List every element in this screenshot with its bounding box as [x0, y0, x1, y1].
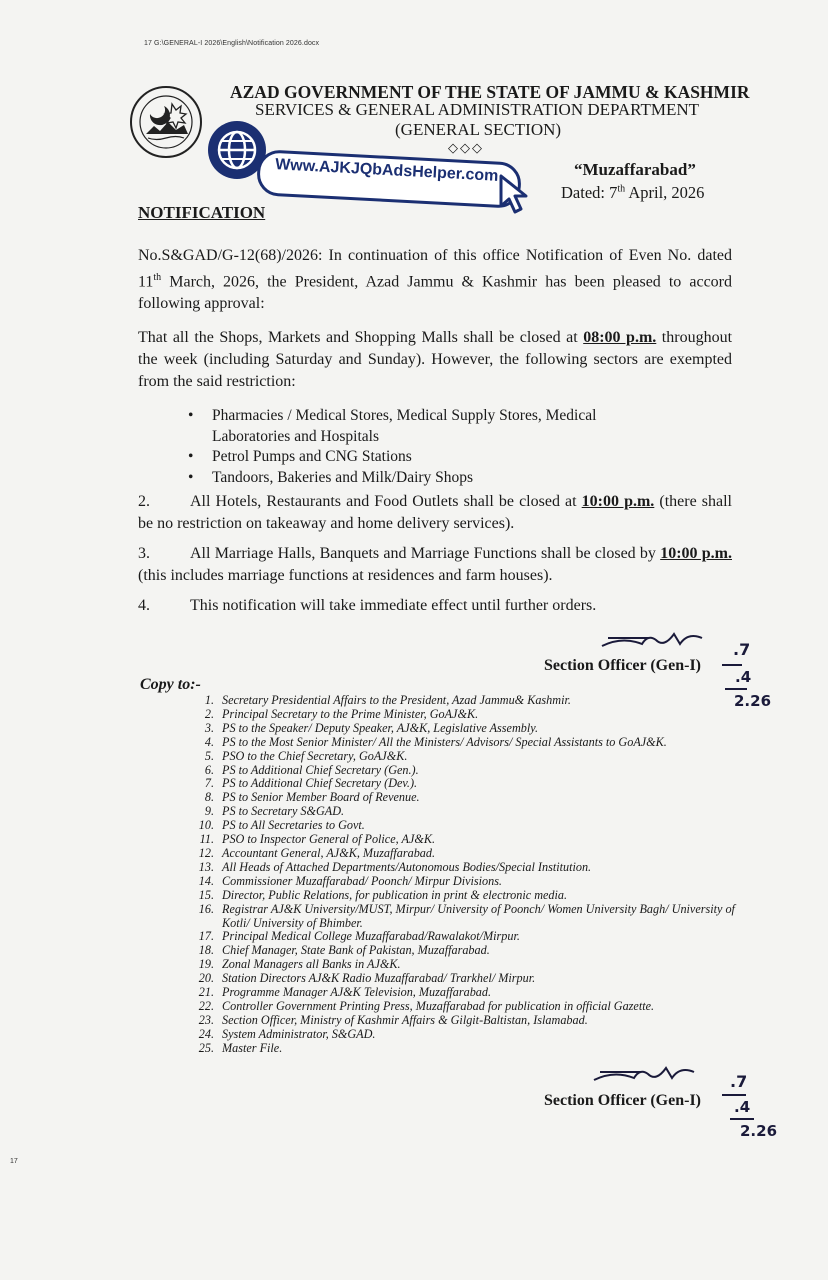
paragraph-1: That all the Shops, Markets and Shopping Malls shall be closed at 08:00 p.m. throughout the week (including Saturday and Sunday). However, the following sectors are exempted from the said restriction:	[138, 329, 733, 390]
list-item	[186, 1014, 746, 1028]
list-item	[186, 903, 746, 931]
list-item-text: PS to Secretary S&GAD.	[222, 804, 345, 819]
list-item-text: Master File.	[222, 1040, 283, 1055]
signatory-title-1: Section Officer (Gen-I)	[544, 657, 701, 674]
list-item-number: 18.	[198, 943, 214, 958]
list-item-number: 5.	[204, 748, 214, 763]
list-item	[186, 819, 746, 833]
list-item-number: 17.	[198, 929, 214, 944]
list-item-number: 22.	[198, 998, 214, 1013]
list-item-text: Accountant General, AJ&K, Muzaffarabad.	[222, 845, 436, 860]
government-emblem	[128, 84, 204, 160]
date: Dated: 7th April, 2026	[561, 183, 705, 202]
page-number: 17	[10, 1158, 18, 1165]
list-item	[186, 944, 746, 958]
list-item	[186, 972, 746, 986]
list-item	[186, 861, 746, 875]
list-item-number: 23.	[198, 1012, 214, 1027]
list-item	[186, 791, 746, 805]
list-item	[186, 1000, 746, 1014]
list-item-text: PS to All Secretaries to Govt.	[222, 818, 365, 833]
list-item: Laboratories and Hospitals	[212, 427, 380, 445]
header-line-3: (GENERAL SECTION)	[395, 120, 562, 139]
list-item	[186, 805, 746, 819]
handwritten-signature	[590, 1062, 700, 1096]
list-item-number: 21.	[198, 985, 214, 1000]
list-item-text: Principal Secretary to the Prime Minister, GoAJ&K.	[222, 706, 479, 721]
list-item-text: PS to Additional Chief Secretary (Dev.).	[222, 776, 418, 791]
list-item-number: 24.	[198, 1026, 214, 1041]
list-item-number: 1.	[204, 693, 214, 707]
list-item	[186, 708, 746, 722]
list-item-text: Chief Manager, State Bank of Pakistan, Muzaffarabad.	[222, 943, 490, 958]
sign-date-bottom: 2.26	[740, 1122, 778, 1140]
intro-paragraph: No.S&GAD/G-12(68)/2026: In continuation of this office Notification of Even No. dated 11th March, 2026, the President, Azad Jammu & Kashmir has been pleased to accord following approval:	[138, 247, 732, 313]
list-item-text: Director, Public Relations, for publication in print & electronic media.	[222, 887, 568, 902]
list-item-number: 7.	[204, 776, 214, 791]
list-item	[186, 847, 746, 861]
list-item: • Petrol Pumps and CNG Stations	[188, 448, 412, 465]
list-item-number: 20.	[198, 971, 214, 986]
list-item-text: PS to Additional Chief Secretary (Gen.).	[222, 762, 419, 777]
list-item-number: 9.	[204, 804, 214, 819]
list-item-text: Zonal Managers all Banks in AJ&K.	[222, 957, 401, 972]
list-item-number: 10.	[198, 818, 214, 833]
list-item-number: 16.	[198, 901, 214, 916]
list-item-number: 13.	[198, 859, 214, 874]
list-item: • Tandoors, Bakeries and Milk/Dairy Shops	[188, 468, 474, 486]
list-item-number: 8.	[204, 790, 214, 805]
sign-date-mid: .4	[734, 1098, 751, 1116]
list-item-text: PSO to Inspector General of Police, AJ&K.	[222, 832, 436, 847]
list-item	[186, 930, 746, 944]
list-item-number: 2.	[204, 706, 214, 721]
list-item-number: 14.	[198, 873, 214, 888]
list-item-text: Registrar AJ&K University/MUST, Mirpur/ University of Poonch/ Women University Bagh/ University of Kotli/ University of Bhimber.	[222, 901, 735, 930]
list-item	[186, 1042, 746, 1056]
list-item	[186, 764, 746, 778]
list-item-text: System Administrator, S&GAD.	[222, 1026, 376, 1041]
file-path: 17 G:\GENERAL-I 2026\English\Notification 2026.docx	[144, 40, 320, 47]
copy-to-list	[186, 694, 746, 1056]
list-item-text: Commissioner Muzaffarabad/ Poonch/ Mirpur Divisions.	[222, 873, 502, 888]
header-line-2: SERVICES & GENERAL ADMINISTRATION DEPARTMENT	[255, 100, 700, 119]
sign-date-top: .7	[733, 640, 751, 659]
list-item-number: 6.	[204, 762, 214, 777]
header-line-1: AZAD GOVERNMENT OF THE STATE OF JAMMU & KASHMIR	[230, 82, 750, 102]
list-item-text: Principal Medical College Muzaffarabad/Rawalakot/Mirpur.	[222, 929, 520, 944]
list-item-number: 3.	[204, 720, 214, 735]
sign-date-top: .7	[730, 1072, 748, 1091]
list-item	[186, 958, 746, 972]
cursor-icon	[497, 172, 537, 216]
notification-title: NOTIFICATION	[138, 203, 266, 222]
list-item-number: 4.	[204, 734, 214, 749]
list-item	[186, 722, 746, 736]
list-item-text: PS to the Most Senior Minister/ All the Ministers/ Advisors/ Special Assistants to GoAJ&K.	[222, 734, 667, 749]
list-item	[186, 736, 746, 750]
list-item	[186, 777, 746, 791]
list-item	[186, 875, 746, 889]
list-item-text: All Heads of Attached Departments/Autonomous Bodies/Special Institution.	[222, 859, 592, 874]
copy-to-title: Copy to:-	[140, 676, 201, 693]
paragraph-4: 4. This notification will take immediate effect until further orders.	[138, 597, 597, 614]
list-item-text: PS to the Speaker/ Deputy Speaker, AJ&K, Legislative Assembly.	[222, 720, 539, 735]
list-item-number: 15.	[198, 887, 214, 902]
list-item-text: Secretary Presidential Affairs to the President, Azad Jammu& Kashmir.	[222, 693, 571, 707]
list-item-text: PSO to the Chief Secretary, GoAJ&K.	[222, 748, 408, 763]
sign-date-mid: .4	[735, 668, 752, 686]
list-item	[186, 694, 746, 708]
list-item-text: PS to Senior Member Board of Revenue.	[222, 790, 420, 805]
list-item-text: Station Directors AJ&K Radio Muzaffarabad/ Trarkhel/ Mirpur.	[222, 971, 536, 986]
sign-date-bottom: 2.26	[734, 692, 772, 710]
header-ornament: ◇◇◇	[448, 140, 484, 155]
list-item-text: Controller Government Printing Press, Muzaffarabad for publication in official Gazette.	[222, 998, 655, 1013]
list-item: • Pharmacies / Medical Stores, Medical Supply Stores, Medical	[188, 407, 597, 424]
exemptions-list	[188, 406, 596, 488]
list-item	[186, 889, 746, 903]
list-item-text: Section Officer, Ministry of Kashmir Affairs & Gilgit-Baltistan, Islamabad.	[222, 1012, 588, 1027]
list-item-number: 11.	[199, 832, 214, 847]
list-item-number: 19.	[198, 957, 214, 972]
list-item	[186, 833, 746, 847]
list-item	[186, 986, 746, 1000]
watermark-url: Www.AJKJQbAdsHelper.com	[274, 156, 499, 185]
list-item	[186, 750, 746, 764]
city: “Muzaffarabad”	[574, 160, 696, 179]
signatory-title-2: Section Officer (Gen-I)	[544, 1092, 701, 1109]
paragraph-3: 3. All Marriage Halls, Banquets and Marriage Functions shall be closed by 10:00 p.m. (this includes marriage functions at residences and farm houses).	[138, 545, 732, 584]
paragraph-2: 2. All Hotels, Restaurants and Food Outlets shall be closed at 10:00 p.m. (there shall be no restriction on takeaway and home delivery services).	[138, 493, 733, 532]
list-item-number: 12.	[198, 845, 214, 860]
list-item	[186, 1028, 746, 1042]
list-item-number: 25.	[198, 1040, 214, 1055]
list-item-text: Programme Manager AJ&K Television, Muzaffarabad.	[222, 985, 492, 1000]
